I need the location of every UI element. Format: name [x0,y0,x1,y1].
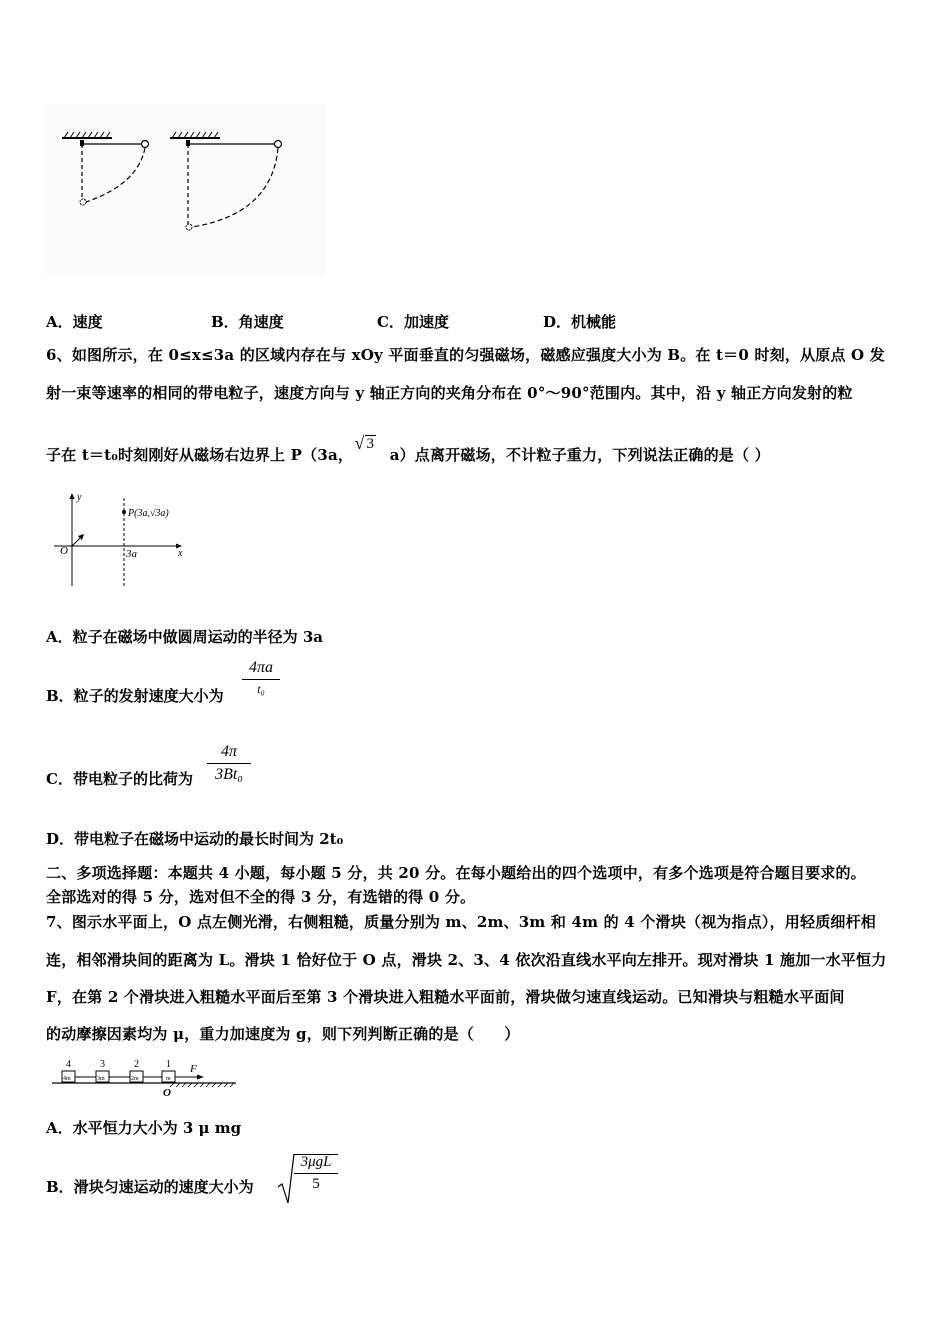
q6-option-a: A．粒子在磁场中做圆周运动的半径为 3a [46,628,324,646]
q6-stem-line2: 射一束等速率的相同的带电粒子，速度方向与 y 轴正方向的夹角分布在 0°～90°范围内。其中，沿 y 轴正方向发射的粒 [46,384,853,402]
q5-option-d: D．机械能 [543,313,617,331]
q7-stem-line4: 的动摩擦因素均为 μ，重力加速度为 g，则下列判断正确的是（ ） [46,1025,520,1043]
q7-stem-line3: F，在第 2 个滑块进入粗糙水平面后至第 3 个滑块进入粗糙水平面前，滑块做匀速直线运动。已知滑块与粗糙水平面间 [46,988,845,1006]
q6-stem-line3 [46,433,770,465]
slider-3-label: 3 [100,1059,105,1070]
fraction-denominator: 3Bt₀ [215,766,243,783]
q6-stem-line1: 6、如图所示，在 0≤x≤3a 的区域内存在与 xOy 平面垂直的匀强磁场，磁感应强度大小为 B。在 t＝0 时刻，从原点 O 发 [46,346,885,364]
origin-o-label: O [163,1087,171,1098]
q7-option-a: A．水平恒力大小为 3 μ mg [46,1119,242,1137]
fraction-denominator: 5 [312,1176,320,1192]
q7-stem-line2: 连，相邻滑块间的距离为 L。滑块 1 恰好位于 O 点，滑块 2、3、4 依次沿直线水平向左排开。现对滑块 1 施加一水平恒力 [46,951,887,969]
q7-stem-line1: 7、图示水平面上，O 点左侧光滑，右侧粗糙，质量分别为 m、2m、3m 和 4m 的 4 个滑块（视为指点），用轻质细杆相 [46,913,876,931]
sqrt3-radicand: 3 [366,436,375,452]
fraction-denominator: t₀ [257,682,265,696]
sqrt-sign-icon [276,1151,296,1207]
q6-stem-line3-start: 子在 t＝t₀时刻刚好从磁场右边界上 P（3a， [46,446,354,464]
slider-2-mass: 2m [131,1076,139,1082]
fraction-numerator: 4πa [248,659,273,676]
slider-2-label: 2 [134,1059,139,1070]
q6-option-b: B．粒子的发射速度大小为 [46,687,224,705]
slider-3-mass: 3m [97,1076,105,1082]
q6-option-c: C．带电粒子的比荷为 [46,770,193,788]
pendulum-figure [46,104,326,276]
sqrt3-expression: √ 3 [354,433,375,453]
slider-4-label: 4 [66,1059,71,1070]
force-label: F [190,1063,197,1075]
y-axis-label: y [77,492,82,503]
fraction-numerator: 3μgL [300,1154,332,1170]
section2-heading-line2: 全部选对的得 5 分，选对但不全的得 3 分，有选错的得 0 分。 [46,888,476,906]
q5-option-a: A．速度 [46,313,103,331]
origin-label: O [60,545,68,557]
pendulum-diagram [46,104,326,276]
slider-1-mass: m [166,1076,171,1082]
q7-sliders-figure [50,1056,240,1098]
slider-1-label: 1 [166,1059,171,1070]
slider-4-mass: 4m [63,1076,71,1082]
q6-option-d: D．带电粒子在磁场中运动的最长时间为 2t₀ [46,830,344,848]
q5-option-b: B．角速度 [211,313,284,331]
sliders-diagram [50,1056,240,1098]
pendulum-left [62,132,149,205]
q6-option-c-fraction [207,743,251,784]
q6-option-b-fraction [242,659,280,697]
q7-option-b: B．滑块匀速运动的速度大小为 [46,1178,254,1196]
coordinate-diagram [50,490,190,590]
point-p-label: P(3a,√3a) [128,508,169,519]
pendulum-right [170,132,282,230]
section2-heading-line1: 二、多项选择题：本题共 4 小题，每小题 5 分，共 20 分。在每小题给出的四个选项中，有多个选项是符合题目要求的。 [46,864,866,882]
x-axis-label: x [178,548,183,559]
fraction-numerator: 4π [220,743,237,760]
q6-stem-line3-end: a）点离开磁场，不计粒子重力，下列说法正确的是（ ） [389,446,770,464]
q5-option-c: C．加速度 [377,313,449,331]
q6-coordinate-figure [50,490,190,590]
tick-label-3a: 3a [126,548,137,560]
q7-option-b-sqrt [276,1151,340,1207]
